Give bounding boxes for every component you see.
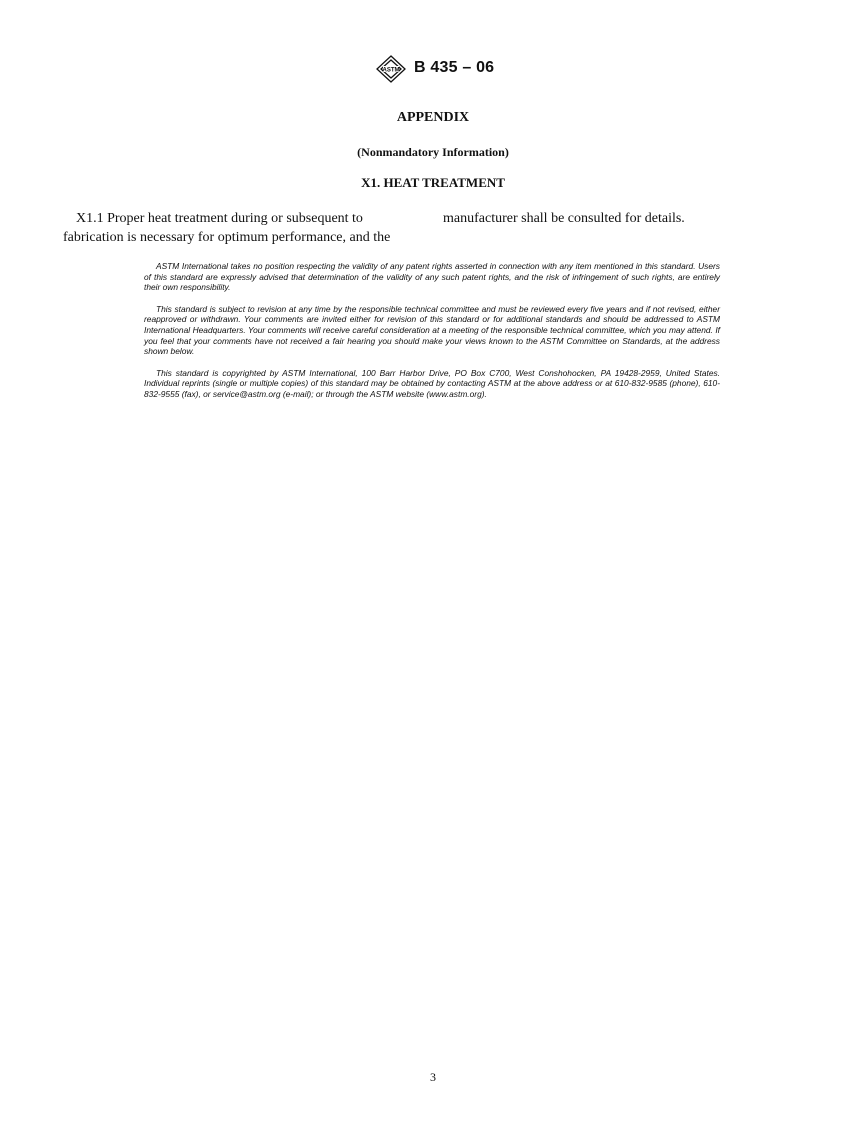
paragraph-x1-1-text: X1.1 Proper heat treatment during or subsequent to fabrication is necessary for optimum performance, and the	[63, 211, 391, 245]
astm-logo	[374, 54, 408, 84]
paragraph-x1-1-continued: manufacturer shall be consulted for details.	[443, 211, 685, 226]
logo-lettering: ASTM	[382, 67, 400, 74]
appendix-subtitle: (Nonmandatory Information)	[357, 145, 509, 159]
standard-designation: B 435 – 06	[414, 59, 495, 76]
notice-copyright: This standard is copyrighted by ASTM International, 100 Barr Harbor Drive, PO Box C700, West Conshohocken, PA 19428-2959, United States. Individual reprints (single or multiple copies) of this standard may be obtained by contacting ASTM at the above address or at 610-832-9585 (phone), 610-832-9555 (fax), or service@astm.org (e-mail); or through the ASTM website (www.astm.org).	[144, 367, 720, 399]
paragraph-x1-1	[63, 209, 423, 247]
appendix-title: APPENDIX	[396, 110, 470, 125]
page-number: 3	[430, 1070, 436, 1084]
legal-notices	[144, 261, 720, 411]
page-header	[0, 54, 866, 86]
notice-revision: This standard is subject to revision at any time by the responsible technical committee and must be reviewed every five years and if not revised, either reapproved or withdrawn. Your comments are invited either for revision of this standard or for additional standards and should be addressed to ASTM International Headquarters. Your comments will receive careful consideration at a meeting of the responsible technical committee, which you may attend. If you feel that your comments have not received a fair hearing you should make your views known to the ASTM Committee on Standards, at the address shown below.	[144, 303, 720, 357]
notice-patent: ASTM International takes no position respecting the validity of any patent rights asserted in connection with any item mentioned in this standard. Users of this standard are expressly advised that determination of the validity of any such patent rights, and the risk of infringement of such rights, are entirely their own responsibility.	[144, 261, 720, 293]
section-title: X1. HEAT TREATMENT	[361, 175, 505, 190]
